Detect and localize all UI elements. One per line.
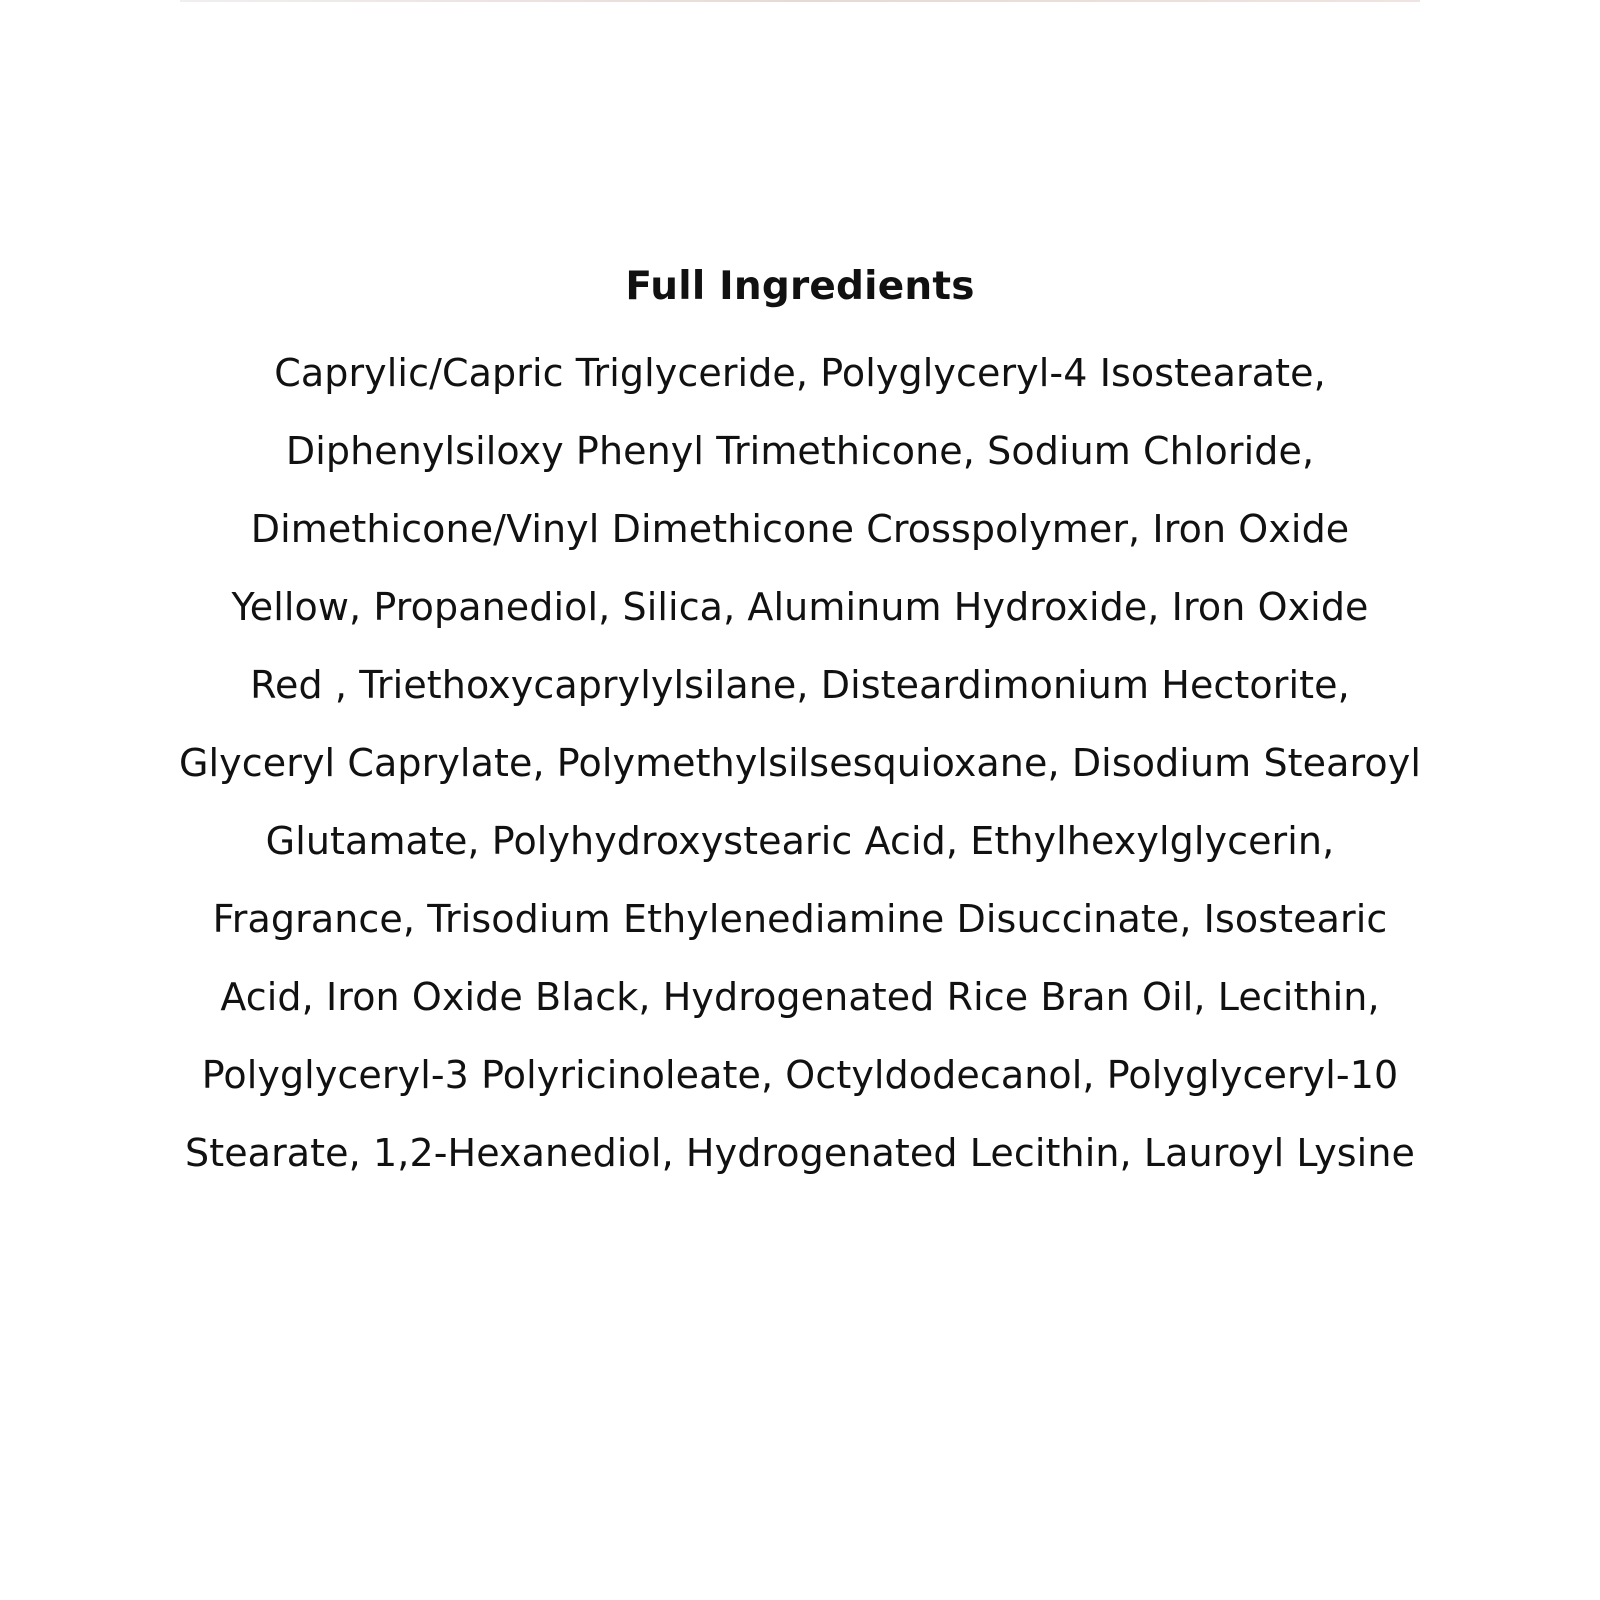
ingredient-line: Glyceryl Caprylate, Polymethylsilsesquioxane, Disodium Stearoyl	[178, 741, 1422, 785]
ingredient-line: Polyglyceryl-3 Polyricinoleate, Octyldodecanol, Polyglyceryl-10	[201, 1053, 1399, 1097]
ingredient-line: Acid, Iron Oxide Black, Hydrogenated Rice Bran Oil, Lecithin,	[220, 975, 1380, 1019]
ingredient-line: Caprylic/Capric Triglyceride, Polyglyceryl-4 Isostearate,	[274, 351, 1326, 395]
ingredients-panel	[100, 258, 1500, 1192]
ingredients-heading: Full Ingredients	[625, 264, 975, 309]
ingredient-line: Diphenylsiloxy Phenyl Trimethicone, Sodium Chloride,	[285, 429, 1315, 473]
ingredient-line: Glutamate, Polyhydroxystearic Acid, Ethylhexylglycerin,	[265, 819, 1335, 863]
ingredient-line: Stearate, 1,2-Hexanediol, Hydrogenated Lecithin, Lauroyl Lysine	[184, 1131, 1416, 1175]
ingredients-list	[100, 334, 1500, 1192]
top-divider	[180, 0, 1420, 2]
ingredient-line: Fragrance, Trisodium Ethylenediamine Disuccinate, Isostearic	[212, 897, 1388, 941]
ingredient-line: Red , Triethoxycaprylylsilane, Disteardimonium Hectorite,	[250, 663, 1350, 707]
ingredient-line: Dimethicone/Vinyl Dimethicone Crosspolymer, Iron Oxide	[250, 507, 1350, 551]
ingredient-line: Yellow, Propanediol, Silica, Aluminum Hydroxide, Iron Oxide	[231, 585, 1369, 629]
